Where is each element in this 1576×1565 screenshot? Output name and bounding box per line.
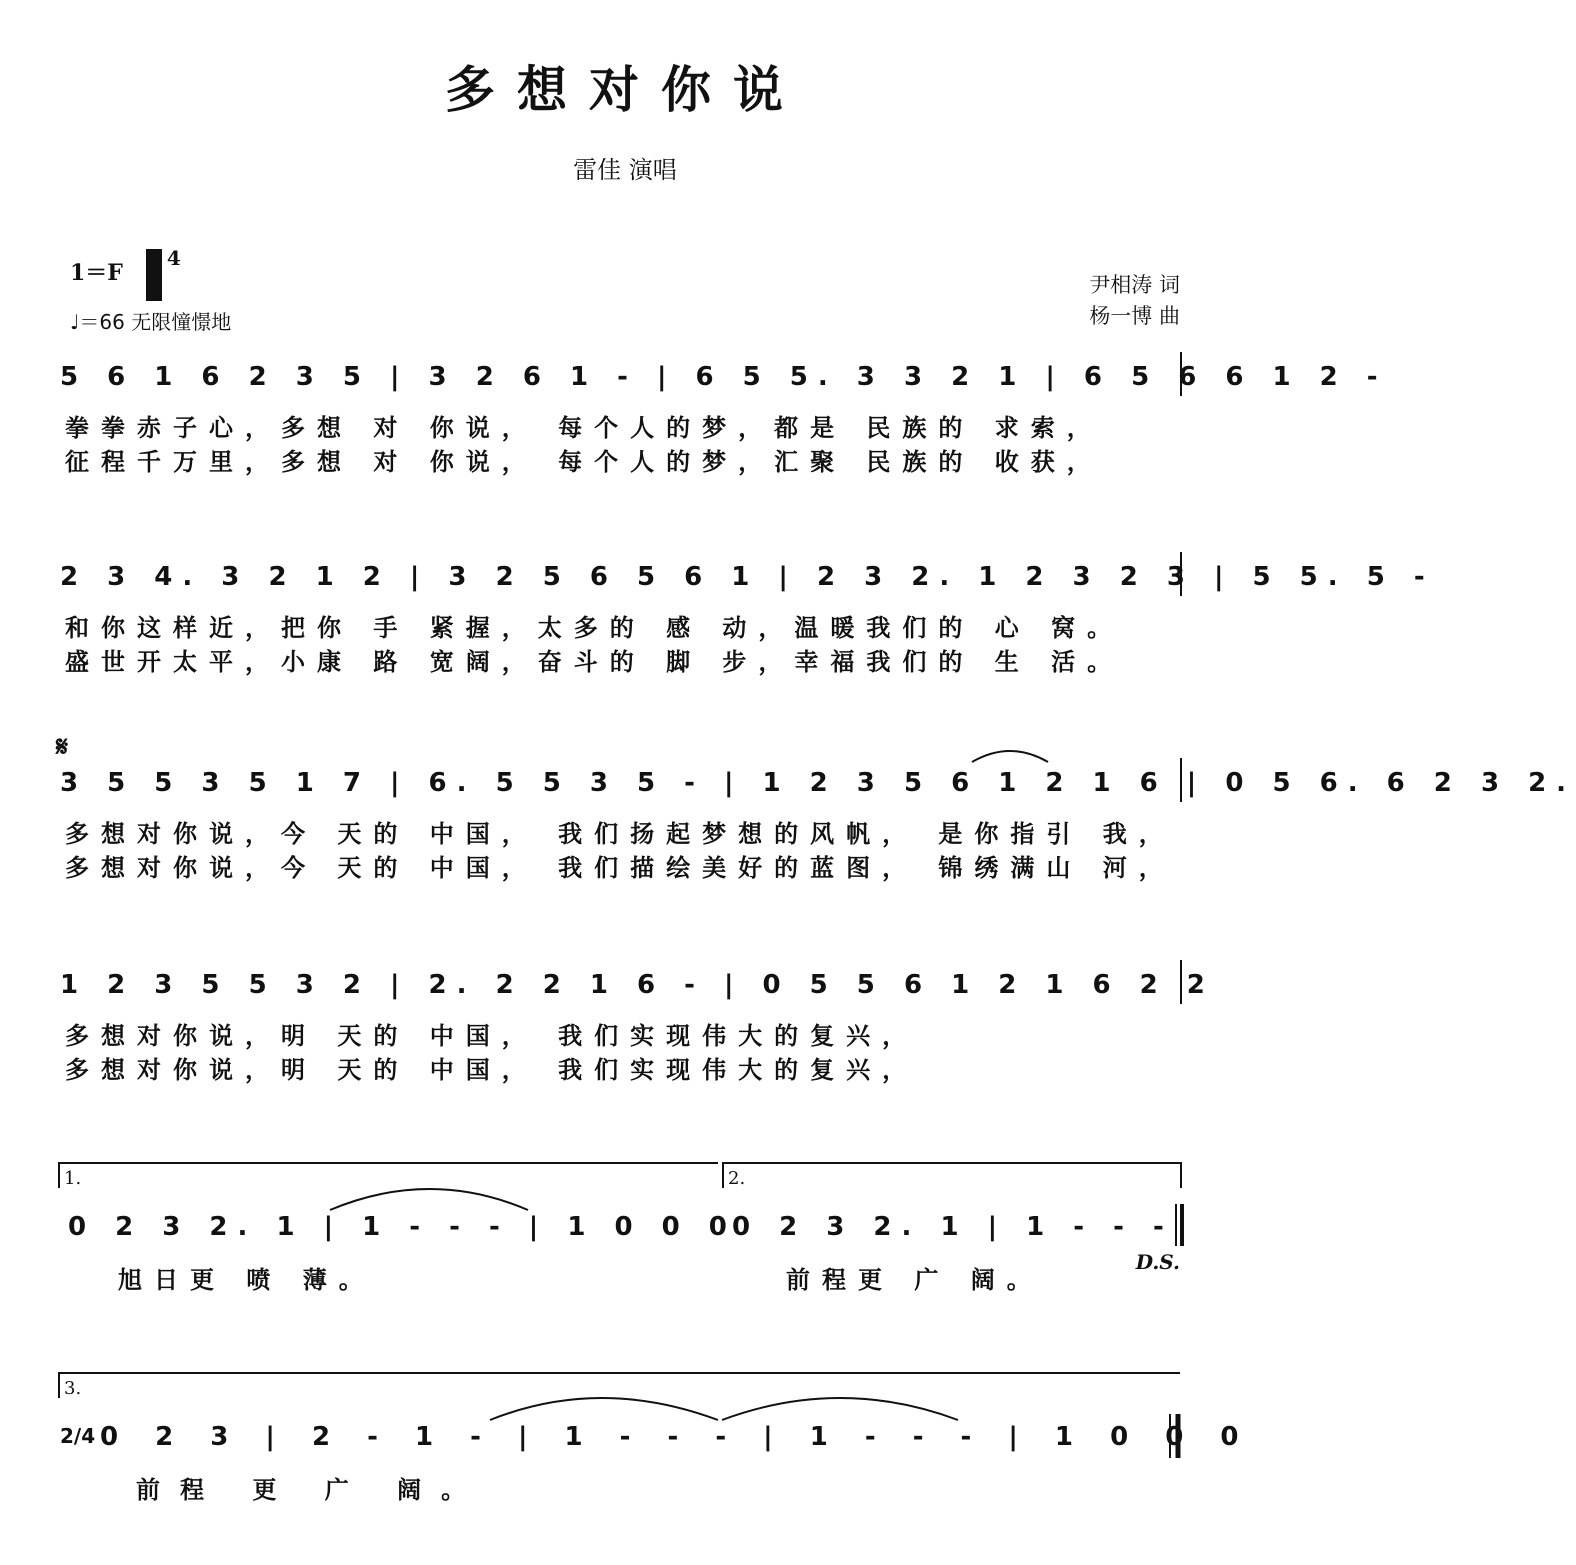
volta-3-label: 3. [64, 1378, 82, 1399]
lyrics-verse1-line1: 拳拳赤子心，多想 对 你说， 每个人的梦，都是 民族的 求索， [65, 413, 1103, 442]
lyrics-verse1-line2: 和你这样近，把你 手 紧握，太多的 感 动，温暖我们的 心 窝。 [65, 613, 1124, 642]
credits [1089, 270, 1180, 332]
notes-line-5a: 0 2 3 2. 1 | 1 - - - | 1 0 0 0 [68, 1212, 737, 1242]
score-line-6 [60, 1412, 1253, 1472]
performer: 雷佳 演唱 [573, 156, 677, 184]
lyrics-verse2-line4: 多想对你说，明 天的 中国， 我们实现伟大的复兴， [65, 1055, 919, 1084]
volta-2-label: 2. [728, 1168, 746, 1189]
lyrics-verse2-line1: 征程千万里，多想 对 你说， 每个人的梦，汇聚 民族的 收获， [65, 447, 1103, 476]
composer: 杨一博 曲 [1089, 304, 1180, 328]
barlines [1170, 352, 1182, 1458]
dal-segno: D.S. [1135, 1250, 1180, 1274]
score-line-4 [60, 960, 1215, 1020]
volta-bracket-1 [58, 1162, 718, 1188]
volta-1-label: 1. [64, 1168, 82, 1189]
timesig-divider [146, 249, 162, 301]
volta-bracket-2 [722, 1162, 1182, 1188]
timesig-line-6a: 2/4 [60, 1424, 96, 1448]
tempo-marking: ♩＝66 无限憧憬地 [70, 310, 232, 334]
lyricist: 尹相涛 词 [1089, 273, 1180, 297]
lyrics-volta-3: 前程 更 广 阔。 [136, 1475, 486, 1504]
notes-line-6: 0 2 3 | 2 - 1 - | 1 - - - | 1 - - - | 1 0 0 0 [100, 1422, 1253, 1452]
key-signature: 1＝F [70, 260, 123, 286]
notes-line-4: 1 2 3 5 5 3 2 | 2. 2 2 1 6 - | 0 5 5 6 1 2 1 6 2 2 [60, 970, 1215, 1000]
lyrics-volta-1: 旭日更 喷 薄。 [118, 1265, 375, 1294]
notes-line-2: 2 3 4. 3 2 1 2 | 3 2 5 6 5 6 1 | 2 3 2. 1 2 3 2 3 | 5 5. 5 - [60, 562, 1435, 592]
timesig-bottom: 4 [166, 246, 181, 270]
song-title: 多想对你说 [445, 60, 805, 119]
notes-line-1: 5 6 1 6 2 3 5 | 3 2 6 1 - | 6 5 5. 3 3 2 1 | 6 5 6 6 1 2 - [60, 362, 1388, 392]
score-line-5 [60, 1202, 1190, 1262]
lyrics-verse2-line3: 多想对你说，今 天的 中国， 我们描绘美好的蓝图， 锦绣满山 河， [65, 853, 1175, 882]
time-signature [146, 248, 181, 268]
score-line-2 [60, 552, 1435, 612]
segno-sign: 𝄋 [56, 730, 69, 763]
score-line-3 [60, 758, 1576, 818]
lyrics-verse1-line4: 多想对你说，明 天的 中国， 我们实现伟大的复兴， [65, 1021, 919, 1050]
notes-line-3: 3 5 5 3 5 1 7 | 6. 5 5 3 5 - | 1 2 3 5 6 1 2 1 6 | 0 5 6. 6 2 3 2. [60, 768, 1576, 798]
notes-line-5b: 0 2 3 2. 1 | 1 - - - [732, 1212, 1174, 1242]
lyrics-verse2-line2: 盛世开太平，小康 路 宽阔，奋斗的 脚 步，幸福我们的 生 活。 [65, 647, 1124, 676]
score-line-1 [60, 352, 1388, 412]
lyrics-volta-2: 前程更 广 阔。 [786, 1265, 1043, 1294]
volta-bracket-3 [58, 1372, 1180, 1398]
lyrics-verse1-line3: 多想对你说，今 天的 中国， 我们扬起梦想的风帆， 是你指引 我， [65, 819, 1175, 848]
